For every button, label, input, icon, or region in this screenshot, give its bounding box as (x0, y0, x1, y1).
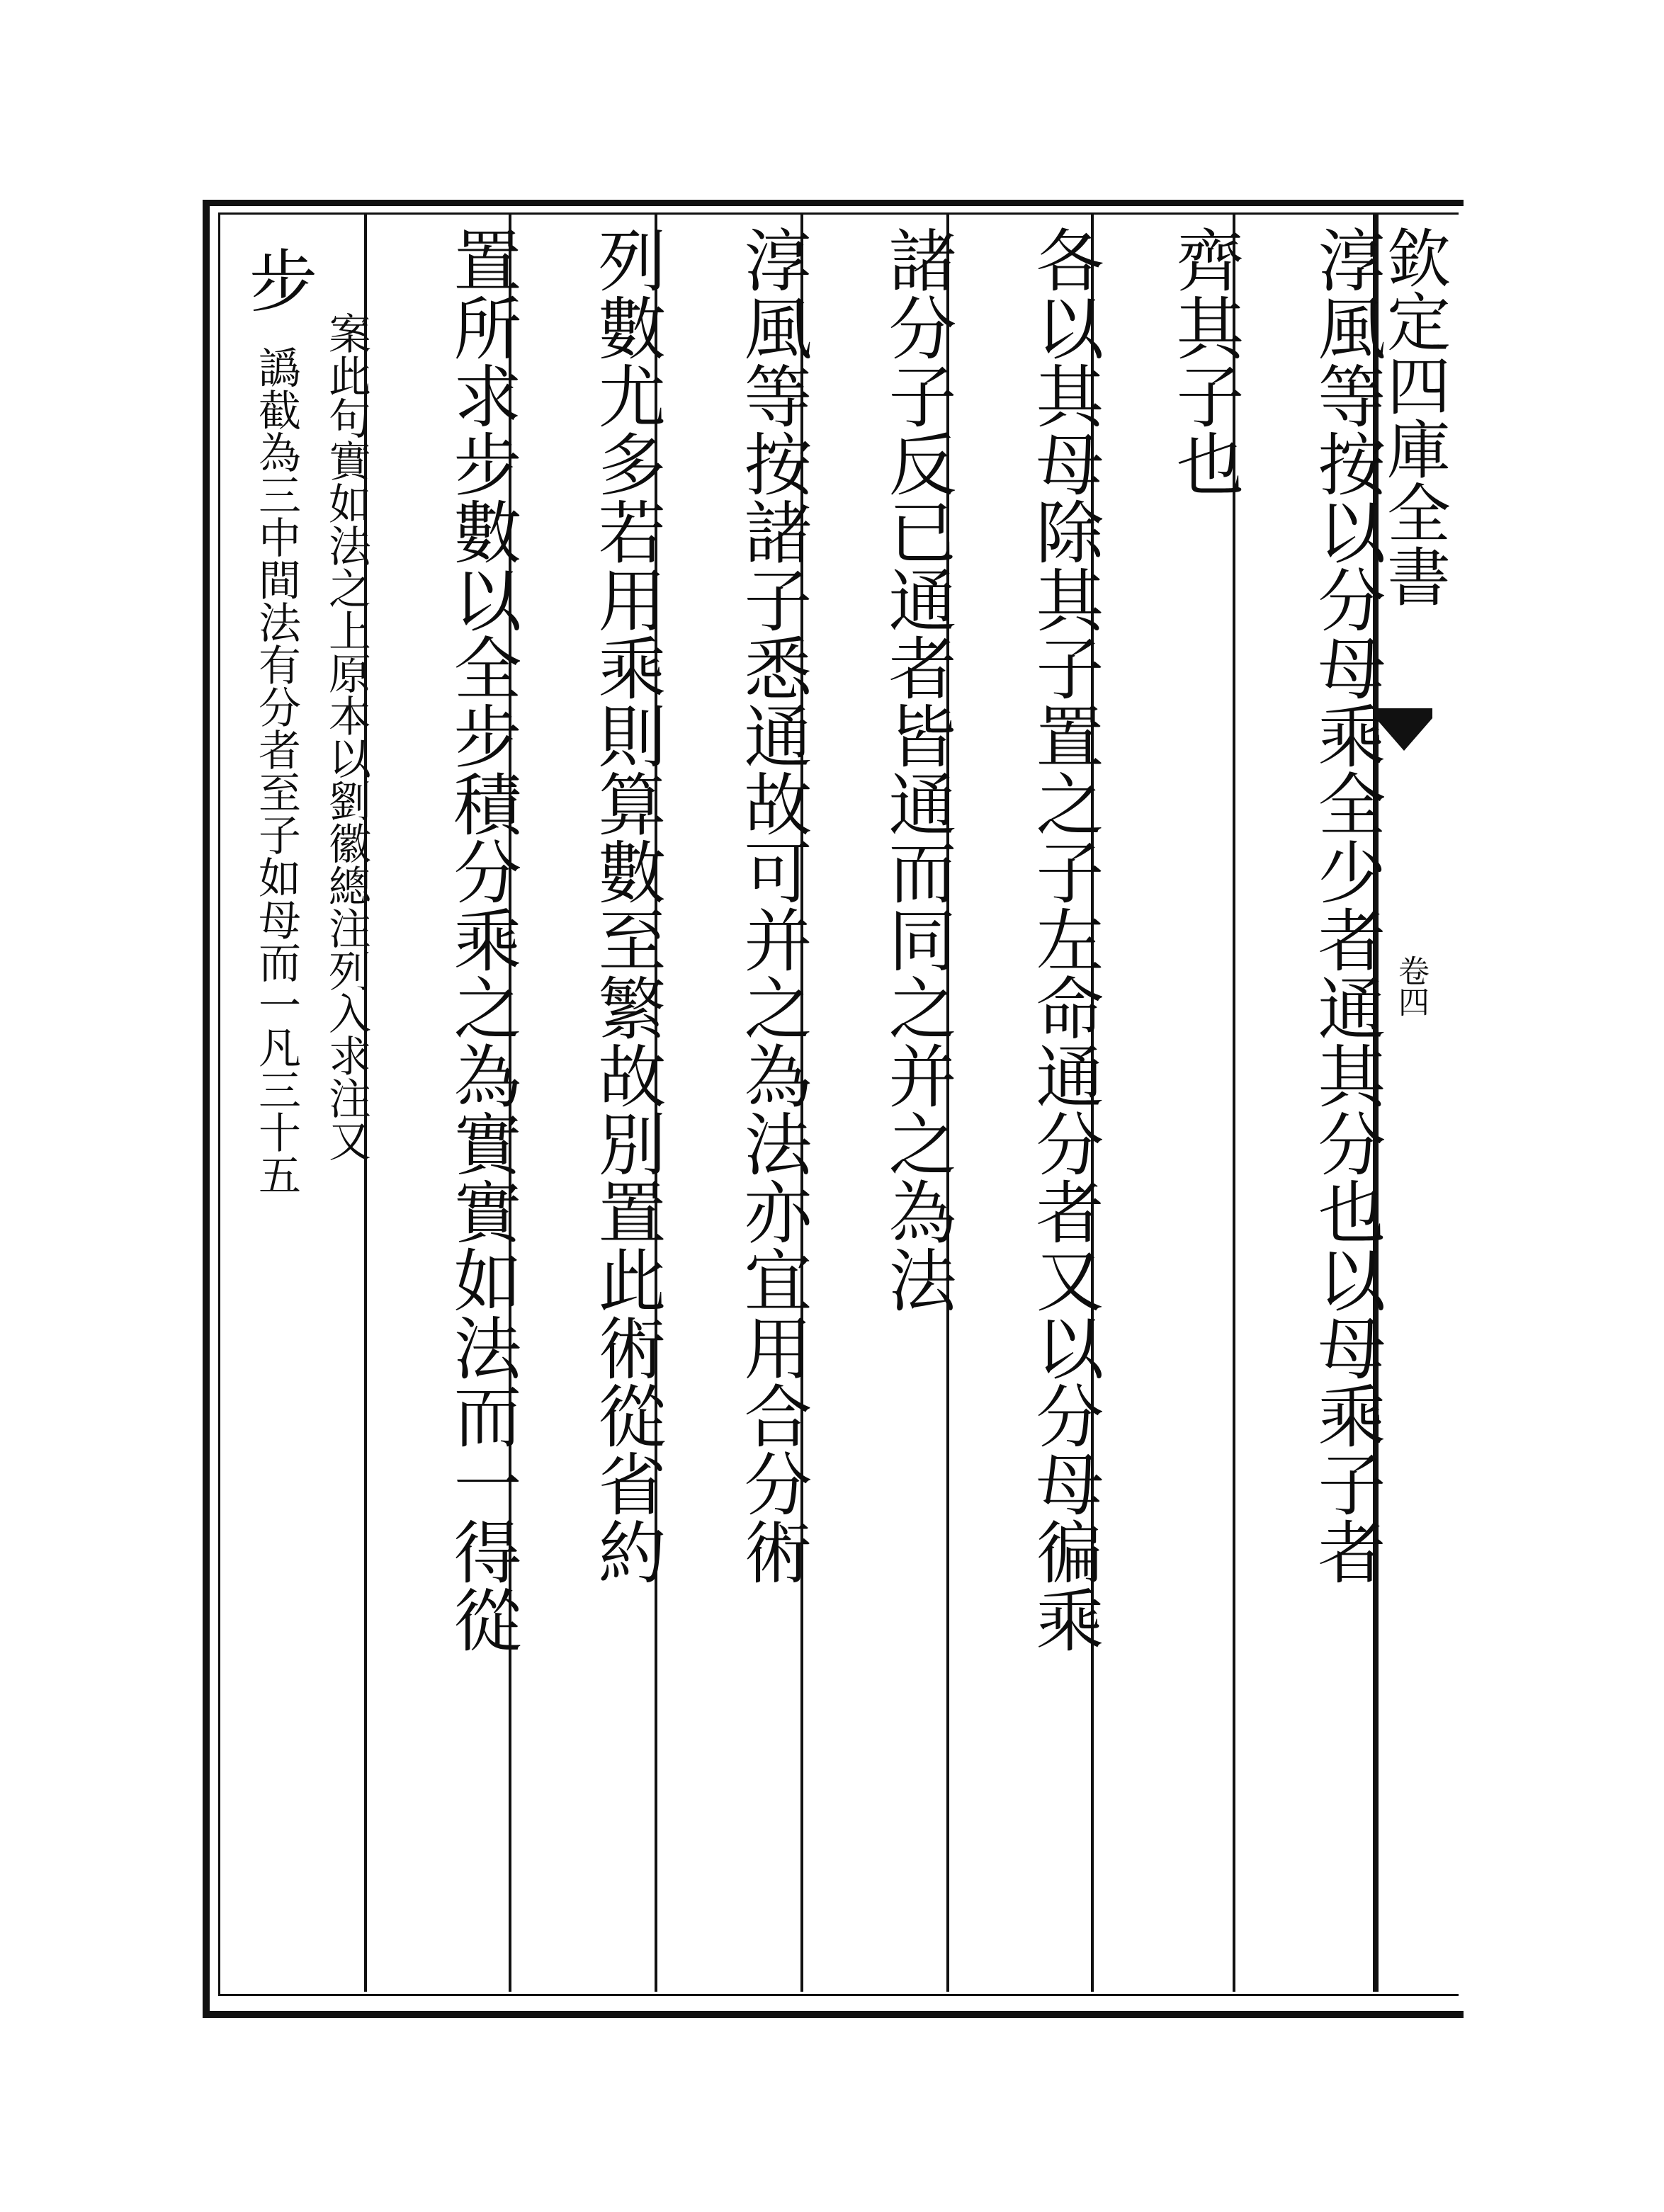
text-column-5: 淳風等按諸子悉通故可并之為法亦宜用合分術 (733, 225, 813, 1585)
text-column-4: 諸分子反已通者皆通而同之并之為法 (878, 225, 957, 1313)
margin-title: 欽定四庫全書 (1376, 225, 1450, 608)
text-column-6: 列數尤多若用乘則算數至繁故別置此術從省約 (587, 225, 667, 1585)
column-head-char: 步 (249, 242, 317, 322)
text-column-2: 齊其子也 (1165, 225, 1245, 497)
fish-tail-mark (1376, 708, 1432, 751)
text-column-3: 各以其母除其子置之子左命通分者又以分母徧乘 (1025, 225, 1104, 1653)
annotation-left-line: 譌截為三中間法有分者至子如母而一凡三十五 (251, 346, 301, 1196)
margin-juan-number: 卷四 (1393, 955, 1429, 1017)
annotation-right-line: 案此句實如法之上原本以劉徽總注列入求注又 (322, 312, 371, 1162)
text-column-7: 置所求步數以全步積分乘之為實實如法而一得從 (443, 225, 522, 1653)
text-column-1: 淳風等按以分母乘全少者通其分也以母乘子者 (1307, 225, 1386, 1585)
